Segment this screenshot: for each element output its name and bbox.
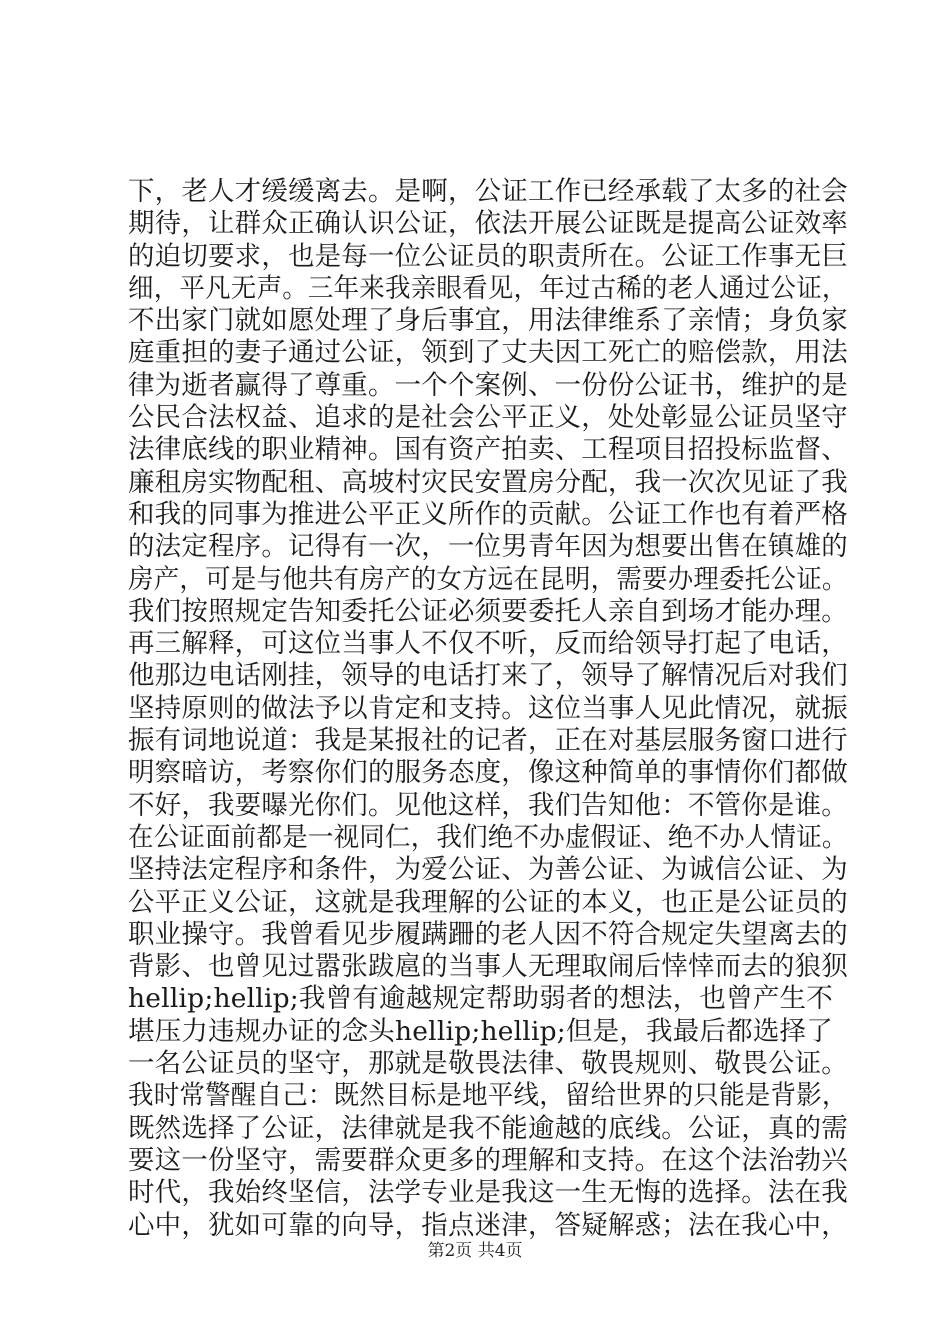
text-line: 既然选择了公证，法律就是我不能逾越的底线。公证，真的需: [128, 1112, 848, 1144]
text-line: 时代，我始终坚信，法学专业是我这一生无悔的选择。法在我: [128, 1177, 848, 1209]
text-line: 在公证面前都是一视同仁，我们绝不办虚假证、绝不办人情证。: [128, 821, 848, 853]
text-line: 庭重担的妻子通过公证，领到了丈夫因工死亡的赔偿款，用法: [128, 337, 848, 369]
text-line: 廉租房实物配租、高坡村灾民安置房分配，我一次次见证了我: [128, 466, 848, 498]
text-line: 房产，可是与他共有房产的女方远在昆明，需要办理委托公证。: [128, 563, 848, 595]
text-line: 细，平凡无声。三年来我亲眼看见，年过古稀的老人通过公证，: [128, 272, 848, 304]
text-line: 心中，犹如可靠的向导，指点迷津，答疑解惑；法在我心中，: [128, 1209, 848, 1241]
text-line: 我们按照规定告知委托公证必须要委托人亲自到场才能办理。: [128, 595, 848, 627]
text-line: 的迫切要求，也是每一位公证员的职责所在。公证工作事无巨: [128, 240, 848, 272]
text-line: 振有词地说道：我是某报社的记者，正在对基层服务窗口进行: [128, 725, 848, 757]
text-line: 背影、也曾见过嚣张跋扈的当事人无理取闹后悻悻而去的狼狈: [128, 951, 848, 983]
text-line: 坚持法定程序和条件，为爱公证、为善公证、为诚信公证、为: [128, 854, 848, 886]
text-line: 律为逝者赢得了尊重。一个个案例、一份份公证书，维护的是: [128, 369, 848, 401]
text-line: 要这一份坚守，需要群众更多的理解和支持。在这个法治勃兴: [128, 1144, 848, 1176]
text-line: 明察暗访，考察你们的服务态度，像这种简单的事情你们都做: [128, 757, 848, 789]
text-line: hellip;hellip;我曾有逾越规定帮助弱者的想法，也曾产生不: [128, 983, 833, 1015]
text-line: 公民合法权益、追求的是社会公平正义，处处彰显公证员坚守: [128, 402, 848, 434]
text-line: 下，老人才缓缓离去。是啊，公证工作已经承载了太多的社会: [128, 176, 848, 207]
text-line: 和我的同事为推进公平正义所作的贡献。公证工作也有着严格: [128, 498, 848, 530]
page-footer: 第2页 共4页: [427, 1241, 523, 1261]
text-line: 期待，让群众正确认识公证，依法开展公证既是提高公证效率: [128, 208, 848, 240]
text-line: 的法定程序。记得有一次，一位男青年因为想要出售在镇雄的: [128, 531, 848, 563]
text-line: 不出家门就如愿处理了身后事宜，用法律维系了亲情；身负家: [128, 305, 848, 337]
body-text: [128, 176, 848, 1242]
text-line: 我时常警醒自己：既然目标是地平线，留给世界的只能是背影，: [128, 1080, 848, 1112]
text-line: 法律底线的职业精神。国有资产拍卖、工程项目招投标监督、: [128, 434, 848, 466]
text-line: 再三解释，可这位当事人不仅不听，反而给领导打起了电话，: [128, 628, 848, 660]
text-line: 堪压力违规办证的念头hellip;hellip;但是，我最后都选择了: [128, 1015, 833, 1047]
text-line: 公平正义公证，这就是我理解的公证的本义，也正是公证员的: [128, 886, 848, 918]
text-line: 坚持原则的做法予以肯定和支持。这位当事人见此情况，就振: [128, 692, 848, 724]
text-line: 职业操守。我曾看见步履蹒跚的老人因不符合规定失望离去的: [128, 918, 848, 950]
text-line: 一名公证员的坚守，那就是敬畏法律、敬畏规则、敬畏公证。: [128, 1048, 848, 1080]
text-line: 不好，我要曝光你们。见他这样，我们告知他：不管你是谁。: [128, 789, 848, 821]
text-line: 他那边电话刚挂，领导的电话打来了，领导了解情况后对我们: [128, 660, 848, 692]
